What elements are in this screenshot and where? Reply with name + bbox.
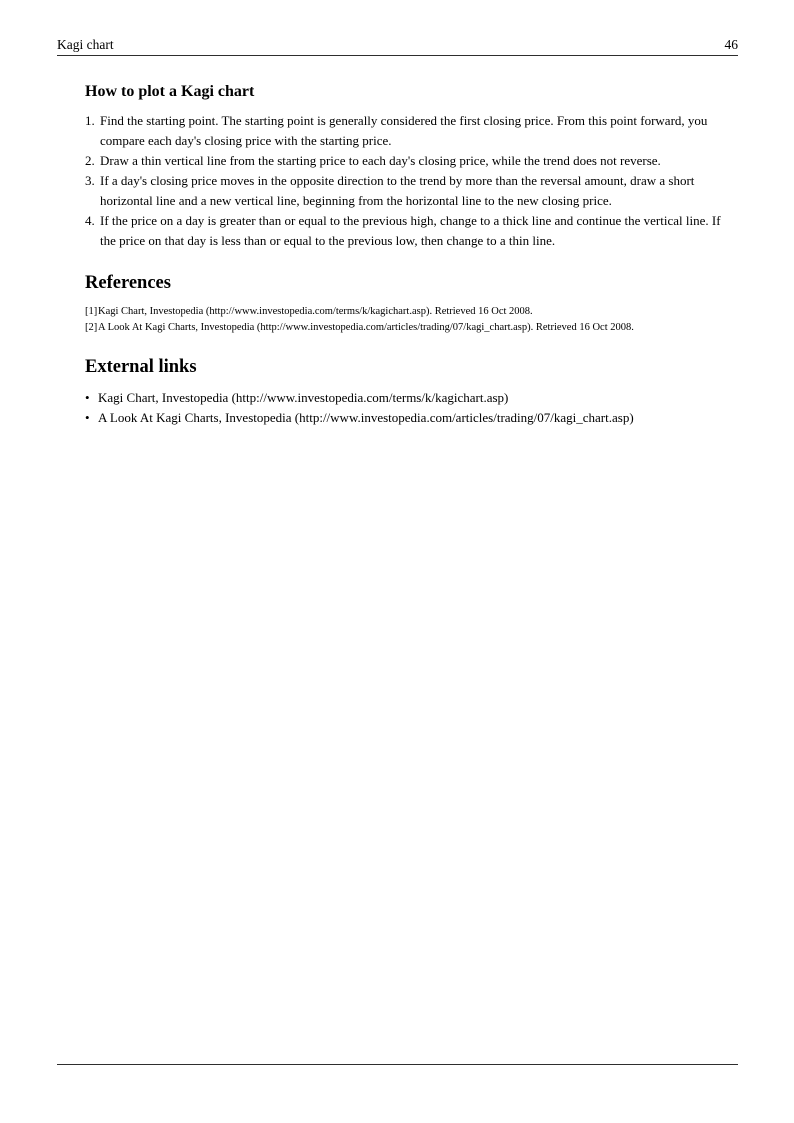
list-number: 3. [85, 173, 95, 188]
reference-marker: [1] [85, 306, 98, 317]
howto-list-item [85, 151, 738, 171]
footer-rule [57, 1064, 738, 1065]
reference-item [85, 304, 738, 320]
howto-list-item [85, 171, 738, 211]
howto-list-item [85, 111, 738, 151]
list-item-text: Find the starting point. The starting point is generally considered the first closing price. From this point forward, you compare each day's closing price with the starting price. [100, 113, 708, 148]
body-content [85, 82, 738, 427]
howto-list [85, 111, 738, 251]
howto-list-item [85, 211, 738, 251]
reference-text: Kagi Chart, Investopedia (http://www.investopedia.com/terms/k/kagichart.asp). Retrieved 16 Oct 2008. [98, 306, 533, 317]
external-link-text: Kagi Chart, Investopedia (http://www.investopedia.com/terms/k/kagichart.asp) [98, 390, 509, 405]
bullet-marker: • [85, 390, 90, 405]
bullet-marker: • [85, 409, 90, 425]
list-number: 2. [85, 153, 95, 168]
reference-text: A Look At Kagi Charts, Investopedia (http://www.investopedia.com/articles/trading/07/kagi_chart.asp). Retrieved 16 Oct 2008. [98, 321, 634, 333]
external-link-text: A Look At Kagi Charts, Investopedia (http://www.investopedia.com/articles/trading/07/kagi_chart.asp) [98, 409, 634, 425]
external-link-item [85, 408, 738, 428]
external-links-list [85, 388, 738, 427]
page-content [57, 0, 738, 427]
references-list [85, 304, 738, 335]
list-number: 1. [85, 113, 95, 128]
section-heading-external-links: External links [85, 357, 197, 377]
reference-marker: [2] [85, 321, 98, 333]
list-item-text: If a day's closing price moves in the opposite direction to the trend by more than the reversal amount, draw a short horizontal line and a new vertical line, beginning from the horizontal line to the new closing price. [100, 173, 695, 208]
list-item-text: Draw a thin vertical line from the starting price to each day's closing price, while the trend does not reverse. [100, 153, 661, 168]
section-heading-howto: How to plot a Kagi chart [85, 83, 255, 100]
external-link-item [85, 388, 738, 408]
list-number: 4. [85, 213, 95, 228]
list-item-text: If the price on a day is greater than or equal to the previous high, change to a thick line and continue the vertical line. If the price on that day is less than or equal to the previous low, then change to a thin line. [100, 213, 721, 248]
reference-item [85, 320, 738, 336]
page-number: 46 [724, 37, 738, 52]
page-header [57, 0, 738, 56]
running-title: Kagi chart [57, 37, 114, 52]
section-heading-references: References [85, 273, 171, 293]
